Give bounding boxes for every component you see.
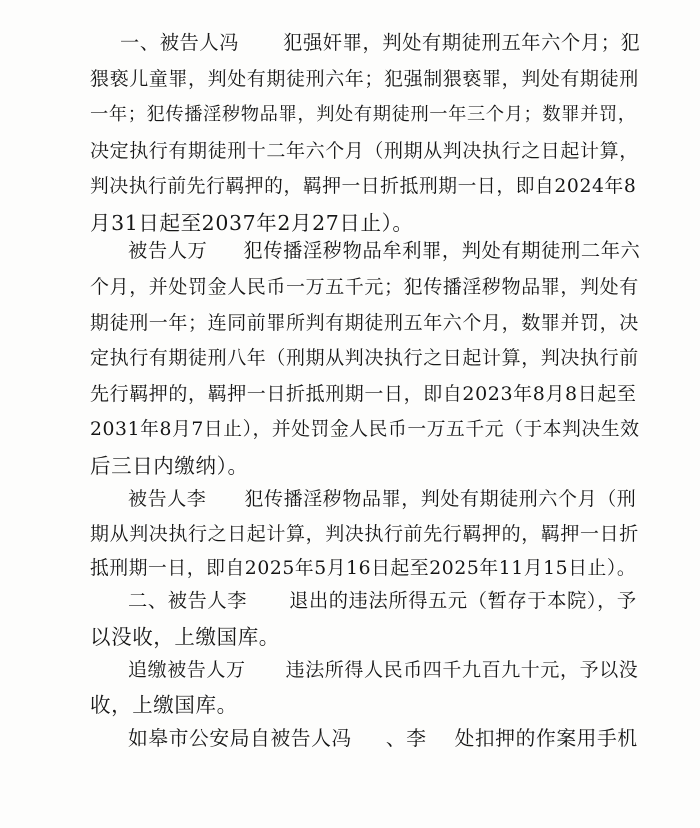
text-line <box>120 30 640 56</box>
text-line <box>90 345 639 371</box>
text-segment: 处扣押的作案用手机 <box>454 727 638 750</box>
text-segment: 收，上缴国库。 <box>90 693 238 717</box>
text-segment: 退出的违法所得五元（暂存于本院），予 <box>289 589 637 612</box>
text-segment: 、李 <box>385 727 427 750</box>
text-line <box>90 138 639 164</box>
text-line <box>128 588 637 614</box>
text-segment: 犯传播淫秽物品牟利罪，判处有期徒刑二年六 <box>243 239 641 262</box>
text-line <box>90 692 238 718</box>
text-segment: 一年；犯传播淫秽物品罪，判处有期徒刑一年三个月；数罪并罚， <box>90 104 637 125</box>
text-segment: 猥亵儿童罪，判处有期徒刑六年；犯强制猥亵罪，判处有期徒刑 <box>90 68 639 90</box>
text-line <box>90 417 640 443</box>
text-segment: 判决执行前先行羁押的，羁押一日折抵刑期一日，即自2024年8 <box>90 176 637 197</box>
text-segment: 月31日起至2037年2月27日止）。 <box>90 211 414 235</box>
text-line <box>90 66 639 92</box>
text-segment: 二、被告人李 <box>128 589 248 612</box>
text-segment: 个月，并处罚金人民币一万五千元；犯传播淫秽物品罪，判处有 <box>90 276 639 298</box>
text-segment: 一、被告人冯 <box>120 31 240 54</box>
text-segment: 定执行有期徒刑八年（刑期从判决执行之日起计算，判决执行前 <box>90 347 639 369</box>
text-line <box>90 556 636 582</box>
text-line <box>90 274 639 300</box>
text-segment: 2031年8月7日止），并处罚金人民币一万五千元（于本判决生效 <box>90 419 640 440</box>
text-segment: 先行羁押的，羁押一日折抵刑期一日，即自2023年8月8日起至 <box>90 383 637 405</box>
text-line <box>90 174 636 200</box>
text-segment: 期徒刑一年；连同前罪所判有期徒刑五年六个月，数罪并罚，决 <box>90 312 639 334</box>
text-line <box>90 381 637 407</box>
text-line <box>90 310 639 336</box>
text-segment: 后三日内缴纳）。 <box>90 454 249 478</box>
text-segment: 违法所得人民币四千九百九十元，予以没 <box>285 659 639 681</box>
text-segment: 抵刑期一日，即自2025年5月16日起至2025年11月15日止）。 <box>90 558 637 579</box>
text-line <box>90 521 639 547</box>
text-line <box>90 624 280 650</box>
text-line <box>90 453 249 479</box>
text-line <box>90 102 637 128</box>
text-line <box>128 238 640 264</box>
text-segment: 决定执行有期徒刑十二年六个月（刑期从判决执行之日起计算， <box>90 140 639 162</box>
text-segment: 犯强奸罪，判处有期徒刑五年六个月；犯 <box>283 31 641 54</box>
text-line <box>128 657 638 683</box>
text-segment: 如皋市公安局自被告人冯 <box>128 727 352 750</box>
text-line <box>128 726 638 752</box>
text-segment: 犯传播淫秽物品罪，判处有期徒刑六个月（刑 <box>244 488 637 510</box>
text-segment: 期从判决执行之日起计算，判决执行前先行羁押的，羁押一日折 <box>90 523 639 545</box>
text-segment: 被告人李 <box>128 488 207 510</box>
text-segment: 以没收，上缴国库。 <box>90 625 280 649</box>
text-segment: 被告人万 <box>128 239 208 262</box>
text-line <box>128 486 636 512</box>
text-segment: 追缴被告人万 <box>128 659 246 681</box>
text-line <box>90 210 414 236</box>
